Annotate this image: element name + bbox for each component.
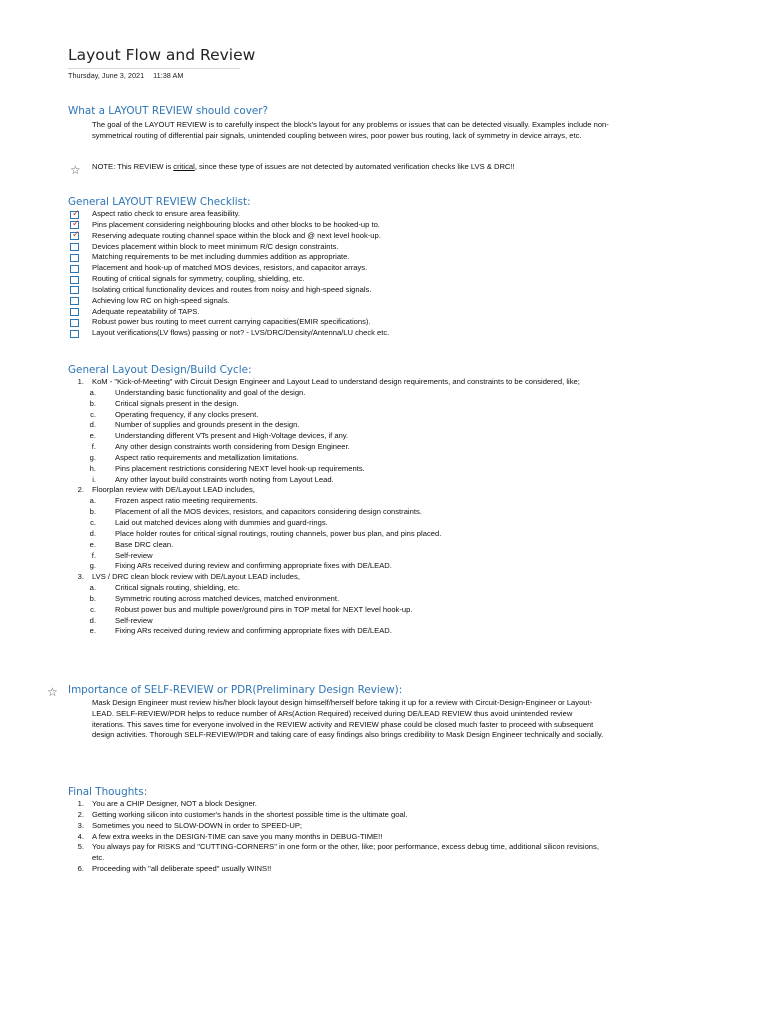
- checklist-item-label: Isolating critical functionality devices and routes from noisy and high-speed signals.: [92, 284, 372, 294]
- sub-list-letter: a.: [89, 387, 96, 397]
- sub-list-item: [72, 616, 632, 627]
- sub-list-letter: c.: [90, 604, 96, 614]
- sub-list-item-text: Aspect ratio requirements and metallization limitations.: [115, 452, 299, 462]
- section-heading-layout-review: What a LAYOUT REVIEW should cover?: [68, 105, 269, 117]
- checkbox-checked[interactable]: [70, 221, 79, 229]
- list-number: 3.: [77, 820, 84, 830]
- list-number: 2.: [77, 809, 84, 819]
- checkbox[interactable]: [70, 308, 79, 316]
- sub-list-letter: b.: [89, 398, 96, 408]
- note-suffix: , since these type of issues are not detected by automated verification checks like LVS & DRC!!: [194, 162, 515, 171]
- note-prefix: NOTE: This REVIEW is: [92, 162, 174, 171]
- sub-list-item: [72, 518, 632, 529]
- final-thought-item: [72, 864, 632, 875]
- list-number: 1.: [77, 377, 84, 386]
- final-thought-item: [72, 821, 632, 832]
- sub-list-letter: b.: [89, 593, 96, 603]
- design-cycle-list: [72, 377, 632, 637]
- list-item-text: KoM - "Kick-of-Meeting" with Circuit Design Engineer and Layout Lead to understand design requirements, and constraints to be considered, like;: [92, 377, 580, 386]
- list-item-text: Sometimes you need to SLOW-DOWN in order to SPEED-UP;: [92, 820, 303, 830]
- sub-list-item-text: Laid out matched devices along with dummies and guard-rings.: [115, 517, 328, 527]
- sub-list-letter: i.: [92, 474, 96, 484]
- checkmark-icon: ✓: [72, 208, 80, 219]
- sub-list-item-text: Critical signals routing, shielding, etc.: [115, 583, 240, 593]
- checkbox[interactable]: [70, 243, 79, 251]
- list-number: 3.: [77, 572, 84, 582]
- checklist-item-label: Devices placement within block to meet minimum R/C design constraints.: [92, 241, 339, 251]
- sub-list-letter: d.: [89, 615, 96, 625]
- review-note: [92, 162, 620, 173]
- checkbox-checked[interactable]: [70, 208, 80, 219]
- sub-list-letter: a.: [89, 496, 96, 506]
- sub-list-item-text: Frozen aspect ratio meeting requirements.: [115, 496, 258, 506]
- checklist-item-label: Achieving low RC on high-speed signals.: [92, 295, 230, 305]
- page-title: Layout Flow and Review: [68, 46, 256, 64]
- final-thoughts-list: [72, 799, 632, 875]
- sub-list-item: [72, 388, 632, 399]
- checklist-item-label: Robust power bus routing to meet current carrying capacities(EMIR specifications).: [92, 317, 371, 327]
- sub-list-item-text: Understanding different VTs present and High-Voltage devices, if any.: [115, 431, 349, 441]
- sub-list-item: [72, 583, 632, 594]
- self-review-paragraph: Mask Design Engineer must review his/her block layout design himself/herself before taking it up for a review with Circuit-Design-Engineer or Layout-LEAD. SELF-REVIEW/PDR helps to reduce number of ARs(Action Required) received during DE/LEAD REVIEW thus avoid unintended review iterations. This saves time for everyone involved in the REVIEW activity and REVIEW phase could be closed much faster to proceed with subsequent design activities. Thorough SELF-REVIEW/PDR and taking care of easy findings also brings credibility to Mask Design Engineer technically and socially.: [92, 698, 604, 740]
- sub-list-item-text: Critical signals present in the design.: [115, 398, 239, 408]
- sub-list-item: [72, 475, 632, 486]
- checklist-item-label: Reserving adequate routing channel space within the block and @ next level hook-up.: [92, 230, 381, 240]
- sub-list-letter: f.: [91, 442, 96, 452]
- sub-list-item: [72, 561, 632, 572]
- list-item-text: Getting working silicon into customer's hands in the shortest possible time is the ultimate goal.: [92, 809, 408, 819]
- sub-list-letter: e.: [89, 539, 96, 549]
- sub-list-item-text: Placement of all the MOS devices, resistors, and capacitors considering design constraints.: [115, 507, 422, 517]
- checkbox[interactable]: [70, 330, 79, 338]
- sub-list-item-text: Self-review: [115, 550, 153, 560]
- design-cycle-item: [72, 572, 632, 637]
- star-icon: ☆: [47, 685, 58, 699]
- section-heading-design-cycle: General Layout Design/Build Cycle:: [68, 364, 252, 376]
- list-number: 6.: [77, 864, 84, 874]
- section-heading-self-review: Importance of SELF-REVIEW or PDR(Preliminary Design Review):: [68, 684, 403, 696]
- sub-list-item: [72, 453, 632, 464]
- sub-list-letter: b.: [89, 507, 96, 517]
- section-heading-checklist: General LAYOUT REVIEW Checklist:: [68, 196, 251, 208]
- sub-list-letter: c.: [90, 517, 96, 527]
- sub-list-item-text: Place holder routes for critical signal routings, routing channels, power bus plan, and pins placed.: [115, 528, 442, 538]
- sub-list: [72, 583, 632, 637]
- layout-review-paragraph: The goal of the LAYOUT REVIEW is to carefully inspect the block's layout for any problems or issues that can be detected visually. Examples include non-symmetrical routing of differential pair signals, unintended coupling between wires, poor power bus routing, lack of symmetry in device arrays, etc.: [92, 120, 609, 140]
- sub-list: [72, 388, 632, 486]
- checklist-item-label: Layout verifications(LV flows) passing or not? - LVS/DRC/Density/Antenna/LU check etc.: [92, 328, 390, 338]
- sub-list-letter: a.: [89, 583, 96, 593]
- sub-list-letter: d.: [89, 420, 96, 430]
- checklist-item-label: Adequate repeatability of TAPS.: [92, 306, 200, 316]
- sub-list-item-text: Any other design constraints worth considering from Design Engineer.: [115, 442, 350, 452]
- page-date: Thursday, June 3, 2021: [68, 71, 145, 80]
- checklist-item-label: Pins placement considering neighbouring blocks and other blocks to be hooked-up to.: [92, 219, 380, 229]
- sub-list-item: [72, 551, 632, 562]
- sub-list-item-text: Symmetric routing across matched devices, matched environment.: [115, 593, 340, 603]
- sub-list-item-text: Number of supplies and grounds present in the design.: [115, 420, 300, 430]
- sub-list-item: [72, 540, 632, 551]
- sub-list-item-text: Understanding basic functionality and goal of the design.: [115, 387, 306, 397]
- sub-list-item: [72, 442, 632, 453]
- design-cycle-item: [72, 485, 632, 572]
- checkmark-icon: ✓: [72, 230, 80, 241]
- sub-list-letter: g.: [89, 452, 96, 462]
- sub-list-letter: g.: [89, 561, 96, 571]
- sub-list-item: [72, 594, 632, 605]
- list-item-text: LVS / DRC clean block review with DE/Layout LEAD includes,: [92, 572, 300, 582]
- list-item-text: Proceeding with "all deliberate speed" usually WINS!!: [92, 864, 272, 874]
- checkbox-checked[interactable]: [70, 232, 79, 240]
- checkbox[interactable]: [70, 319, 79, 327]
- checkbox[interactable]: [70, 265, 79, 273]
- sub-list-item: [72, 605, 632, 616]
- list-number: 2.: [77, 485, 84, 495]
- checkmark-icon: ✓: [72, 219, 80, 230]
- sub-list-item: [72, 410, 632, 421]
- page-time: 11:38 AM: [153, 71, 184, 80]
- sub-list-item: [72, 496, 632, 507]
- sub-list-item-text: Self-review: [115, 615, 153, 625]
- checkbox[interactable]: [70, 276, 79, 284]
- checklist-item-label: Routing of critical signals for symmetry, coupling, shielding, etc.: [92, 274, 305, 284]
- design-cycle-item: [72, 377, 632, 485]
- final-thought-item: [72, 810, 632, 821]
- sub-list-letter: f.: [91, 550, 96, 560]
- sub-list-item-text: Fixing ARs received during review and confirming appropriate fixes with DE/LEAD.: [115, 561, 392, 571]
- sub-list-letter: e.: [89, 431, 96, 441]
- checklist-item-label: Matching requirements to be met including dummies addition as appropriate.: [92, 252, 350, 262]
- sub-list-letter: h.: [89, 463, 96, 473]
- sub-list-item-text: Fixing ARs received during review and confirming appropriate fixes with DE/LEAD.: [115, 626, 392, 636]
- sub-list-letter: d.: [89, 528, 96, 538]
- sub-list-item: [72, 626, 632, 637]
- section-heading-final-thoughts: Final Thoughts:: [68, 786, 148, 798]
- checklist-item-label: Aspect ratio check to ensure area feasibility.: [92, 209, 241, 218]
- checklist-item-label: Placement and hook-up of matched MOS devices, resistors, and capacitor arrays.: [92, 263, 368, 273]
- sub-list-item: [72, 399, 632, 410]
- checkbox[interactable]: [70, 254, 79, 262]
- title-divider: [68, 68, 240, 69]
- sub-list-item: [72, 529, 632, 540]
- sub-list-item: [72, 507, 632, 518]
- sub-list: [72, 496, 632, 572]
- list-number: 4.: [77, 831, 84, 841]
- final-thought-item: [72, 832, 632, 843]
- list-item-text: A few extra weeks in the DESIGN-TIME can save you many months in DEBUG-TIME!!: [92, 831, 383, 841]
- sub-list-item-text: Robust power bus and multiple power/ground pins in TOP metal for NEXT level hook-up.: [115, 604, 413, 614]
- checkbox[interactable]: [70, 297, 79, 305]
- list-item-text: You are a CHIP Designer, NOT a block Designer.: [92, 799, 257, 808]
- sub-list-letter: c.: [90, 409, 96, 419]
- sub-list-item-text: Base DRC clean.: [115, 539, 174, 549]
- list-item-text: You always pay for RISKS and "CUTTING-CORNERS" in one form or the other, like; poor performance, excess debug time, additional silicon revisions, etc.: [92, 842, 599, 863]
- sub-list-item-text: Operating frequency, if any clocks present.: [115, 409, 259, 419]
- sub-list-item: [72, 420, 632, 431]
- sub-list-item-text: Any other layout build constraints worth noting from Layout Lead.: [115, 474, 334, 484]
- checkbox[interactable]: [70, 286, 79, 294]
- note-emphasis: critical: [173, 162, 195, 171]
- page-dateline: [68, 71, 183, 80]
- sub-list-item-text: Pins placement restrictions considering NEXT level hook-up requirements.: [115, 463, 365, 473]
- list-number: 5.: [77, 842, 84, 852]
- star-icon: ☆: [70, 163, 81, 177]
- final-thought-item: [72, 799, 632, 810]
- sub-list-item: [72, 431, 632, 442]
- list-item-text: Floorplan review with DE/Layout LEAD includes,: [92, 485, 255, 495]
- sub-list-item: [72, 464, 632, 475]
- list-number: 1.: [77, 799, 84, 808]
- sub-list-letter: e.: [89, 626, 96, 636]
- final-thought-item: [72, 842, 632, 864]
